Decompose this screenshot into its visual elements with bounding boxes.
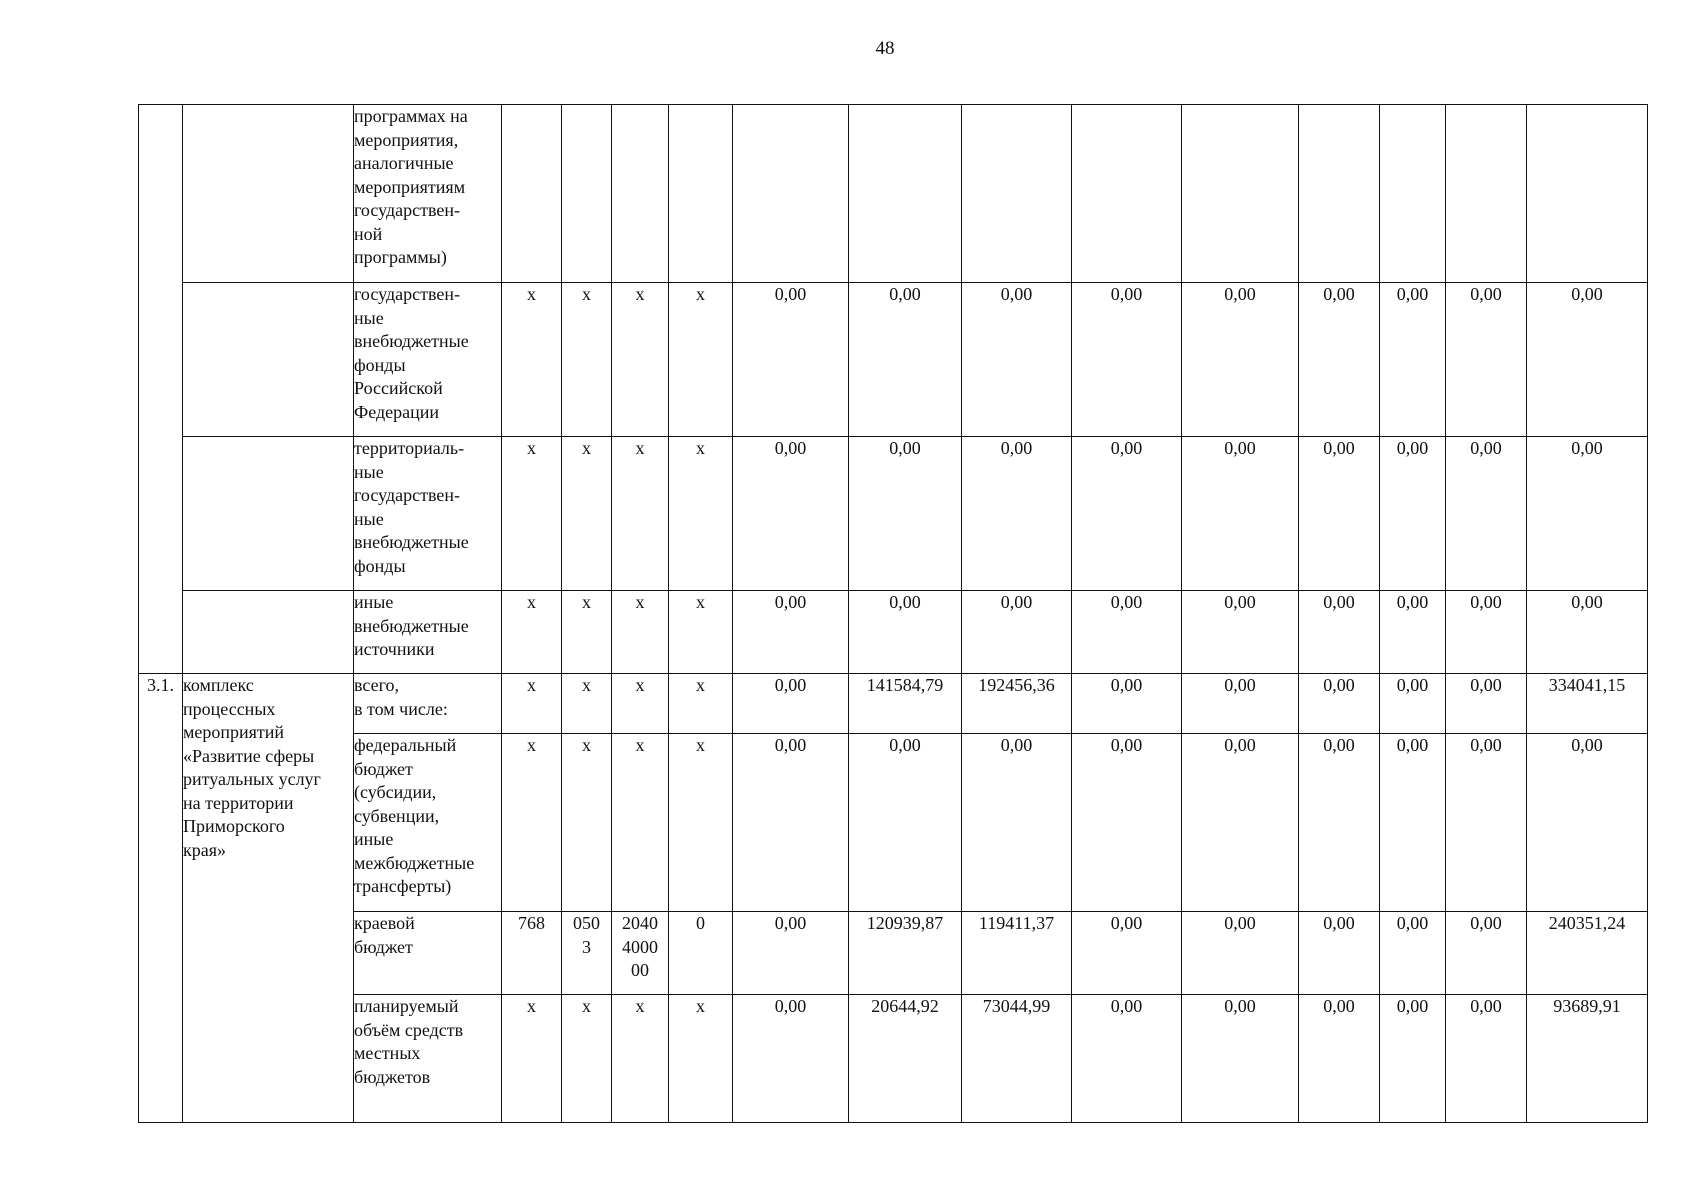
code-cell: х: [669, 437, 733, 591]
table-row: [139, 995, 1648, 1123]
table-row: [139, 912, 1648, 995]
value-cell: [1182, 105, 1299, 283]
source-cell: всего, в том числе:: [354, 674, 502, 734]
value-cell: 0,00: [1299, 912, 1380, 995]
value-cell: [733, 105, 849, 283]
code-cell: х: [612, 591, 669, 674]
value-cell: 0,00: [1072, 283, 1182, 437]
value-cell: 0,00: [1380, 674, 1446, 734]
measure-cell-empty: [183, 437, 354, 591]
table-row: [139, 105, 1648, 283]
value-cell: 0,00: [1299, 674, 1380, 734]
value-cell: 0,00: [1182, 674, 1299, 734]
value-cell: 0,00: [1527, 734, 1648, 912]
code-cell: х: [502, 591, 562, 674]
source-cell: иные внебюджетные источники: [354, 591, 502, 674]
code-cell: 0: [669, 912, 733, 995]
value-cell: 0,00: [1446, 674, 1527, 734]
page-number: 48: [875, 38, 895, 59]
code-cell: х: [612, 734, 669, 912]
value-cell: 0,00: [733, 995, 849, 1123]
index-cell-empty: [139, 105, 183, 674]
value-cell: 0,00: [1182, 437, 1299, 591]
value-cell: 0,00: [1072, 437, 1182, 591]
value-cell: [1380, 105, 1446, 283]
value-cell: 0,00: [962, 437, 1072, 591]
value-cell: 0,00: [1299, 437, 1380, 591]
source-cell: планируемый объём средств местных бюджетов: [354, 995, 502, 1123]
code-cell: х: [562, 591, 612, 674]
source-cell: программах на мероприятия, аналогичные мероприятиям государствен- ной программы): [354, 105, 502, 283]
value-cell: [1527, 105, 1648, 283]
value-cell: 0,00: [1380, 437, 1446, 591]
code-cell: х: [562, 283, 612, 437]
code-cell: х: [562, 995, 612, 1123]
value-cell: 0,00: [1527, 437, 1648, 591]
value-cell: 0,00: [733, 912, 849, 995]
value-cell: 0,00: [1380, 283, 1446, 437]
value-cell: 0,00: [1446, 283, 1527, 437]
value-cell: 0,00: [1182, 912, 1299, 995]
value-cell: 0,00: [1072, 591, 1182, 674]
code-cell: х: [502, 734, 562, 912]
value-cell: 0,00: [1182, 995, 1299, 1123]
code-cell: х: [612, 995, 669, 1123]
value-cell: 0,00: [1299, 283, 1380, 437]
value-cell: 20644,92: [849, 995, 962, 1123]
value-cell: 0,00: [1380, 591, 1446, 674]
value-cell: 0,00: [733, 674, 849, 734]
value-cell: 0,00: [1446, 734, 1527, 912]
code-cell: х: [562, 674, 612, 734]
code-cell: 050 3: [562, 912, 612, 995]
code-cell: х: [502, 995, 562, 1123]
value-cell: 120939,87: [849, 912, 962, 995]
value-cell: [849, 105, 962, 283]
value-cell: 0,00: [849, 283, 962, 437]
code-cell: х: [502, 674, 562, 734]
value-cell: 0,00: [1072, 734, 1182, 912]
value-cell: 0,00: [849, 437, 962, 591]
source-cell: краевой бюджет: [354, 912, 502, 995]
source-cell: территориаль- ные государствен- ные внебюджетные фонды: [354, 437, 502, 591]
source-cell: государствен- ные внебюджетные фонды Российской Федерации: [354, 283, 502, 437]
code-cell: 2040 4000 00: [612, 912, 669, 995]
table-row: [139, 437, 1648, 591]
value-cell: [1446, 105, 1527, 283]
value-cell: 0,00: [1380, 734, 1446, 912]
funding-table: [138, 104, 1648, 1123]
value-cell: 0,00: [849, 734, 962, 912]
code-cell: х: [562, 734, 612, 912]
measure-index: 3.1.: [139, 674, 183, 1123]
value-cell: 0,00: [1299, 995, 1380, 1123]
code-cell: х: [612, 283, 669, 437]
value-cell: 0,00: [962, 591, 1072, 674]
code-cell: х: [669, 283, 733, 437]
code-cell: х: [612, 437, 669, 591]
value-cell: 0,00: [1182, 283, 1299, 437]
value-cell: 0,00: [1446, 912, 1527, 995]
value-cell: 192456,36: [962, 674, 1072, 734]
source-cell: федеральный бюджет (субсидии, субвенции, иные межбюджетные трансферты): [354, 734, 502, 912]
code-cell: х: [502, 437, 562, 591]
code-cell: х: [669, 674, 733, 734]
value-cell: 0,00: [733, 283, 849, 437]
table-row: [139, 674, 1648, 734]
value-cell: 0,00: [1072, 995, 1182, 1123]
code-cell: х: [562, 437, 612, 591]
measure-cell-empty: [183, 283, 354, 437]
code-cell: [612, 105, 669, 283]
value-cell: 0,00: [1527, 283, 1648, 437]
table-row: [139, 283, 1648, 437]
table-row: [139, 734, 1648, 912]
value-cell: 119411,37: [962, 912, 1072, 995]
value-cell: 0,00: [1380, 995, 1446, 1123]
value-cell: 0,00: [1446, 591, 1527, 674]
value-cell: 0,00: [1299, 591, 1380, 674]
value-cell: 0,00: [733, 437, 849, 591]
value-cell: 0,00: [1446, 437, 1527, 591]
code-cell: х: [669, 995, 733, 1123]
value-cell: 0,00: [1299, 734, 1380, 912]
value-cell: 0,00: [962, 283, 1072, 437]
code-cell: х: [612, 674, 669, 734]
value-cell: 0,00: [849, 591, 962, 674]
value-cell: 93689,91: [1527, 995, 1648, 1123]
value-cell: 73044,99: [962, 995, 1072, 1123]
code-cell: [669, 105, 733, 283]
value-cell: 0,00: [962, 734, 1072, 912]
table-row: [139, 591, 1648, 674]
measure-name: комплекс процессных мероприятий «Развитие сферы ритуальных услуг на территории Приморского края»: [183, 674, 354, 1123]
value-cell: 0,00: [733, 591, 849, 674]
code-cell: х: [669, 734, 733, 912]
value-cell: 141584,79: [849, 674, 962, 734]
measure-cell-empty: [183, 105, 354, 283]
value-cell: 334041,15: [1527, 674, 1648, 734]
value-cell: 0,00: [1182, 734, 1299, 912]
value-cell: 0,00: [1182, 591, 1299, 674]
code-cell: х: [669, 591, 733, 674]
value-cell: 0,00: [1380, 912, 1446, 995]
value-cell: 0,00: [1072, 674, 1182, 734]
value-cell: 0,00: [1527, 591, 1648, 674]
value-cell: [1299, 105, 1380, 283]
value-cell: [962, 105, 1072, 283]
code-cell: [562, 105, 612, 283]
code-cell: [502, 105, 562, 283]
value-cell: 240351,24: [1527, 912, 1648, 995]
code-cell: х: [502, 283, 562, 437]
code-cell: 768: [502, 912, 562, 995]
value-cell: [1072, 105, 1182, 283]
value-cell: 0,00: [1072, 912, 1182, 995]
value-cell: 0,00: [733, 734, 849, 912]
measure-cell-empty: [183, 591, 354, 674]
value-cell: 0,00: [1446, 995, 1527, 1123]
